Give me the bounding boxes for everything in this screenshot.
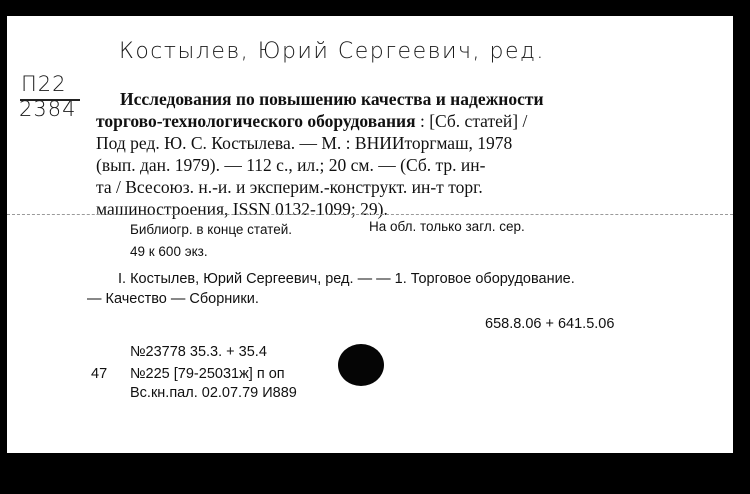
shelf-mark-line2: 2384 bbox=[19, 97, 77, 121]
imprint-line-2: (вып. дан. 1979). — 112 с., ил.; 20 см. — (Сб. тр. ин- bbox=[96, 155, 486, 175]
shelf-mark-line1: П22 bbox=[21, 72, 67, 96]
registry-line-3: Вс.кн.пал. 02.07.79 И889 bbox=[130, 385, 297, 401]
registry-prefix: 47 bbox=[91, 366, 108, 382]
card-punch-hole bbox=[338, 344, 384, 386]
classification-codes: 658.8.06 + 641.5.06 bbox=[485, 316, 615, 332]
cover-note: На обл. только загл. сер. bbox=[369, 219, 525, 234]
tracing-line-1: I. Костылев, Юрий Сергеевич, ред. — — 1. Торговое оборудование. bbox=[118, 271, 575, 287]
handwritten-author-header: Костылев, Юрий Сергеевич, ред. bbox=[119, 39, 545, 64]
catalog-card bbox=[7, 16, 733, 453]
card-fold-line bbox=[7, 214, 733, 215]
title-suffix: : [Сб. статей] / bbox=[415, 111, 528, 131]
title-line-1: Исследования по повышению качества и надежности bbox=[120, 89, 544, 109]
title-line-2: торгово-технологического оборудования bbox=[96, 111, 416, 131]
tracing-line-2: — Качество — Сборники. bbox=[87, 291, 259, 307]
bibliography-note: Библиогр. в конце статей. bbox=[130, 222, 292, 237]
copies-note: 49 к 600 экз. bbox=[130, 244, 208, 259]
title-line-2-wrapper bbox=[96, 111, 527, 132]
imprint-line-3: та / Всесоюз. н.-и. и эксперим.-конструкт. ин-т торг. bbox=[96, 177, 483, 197]
imprint-line-1: Под ред. Ю. С. Костылева. — М. : ВНИИторгмаш, 1978 bbox=[96, 133, 513, 153]
registry-line-2: №225 [79-25031ж] п оп bbox=[130, 366, 285, 382]
imprint-line-4: машиностроения, ISSN 0132-1099; 29). bbox=[96, 199, 388, 219]
registry-line-1: №23778 35.3. + 35.4 bbox=[130, 344, 267, 360]
